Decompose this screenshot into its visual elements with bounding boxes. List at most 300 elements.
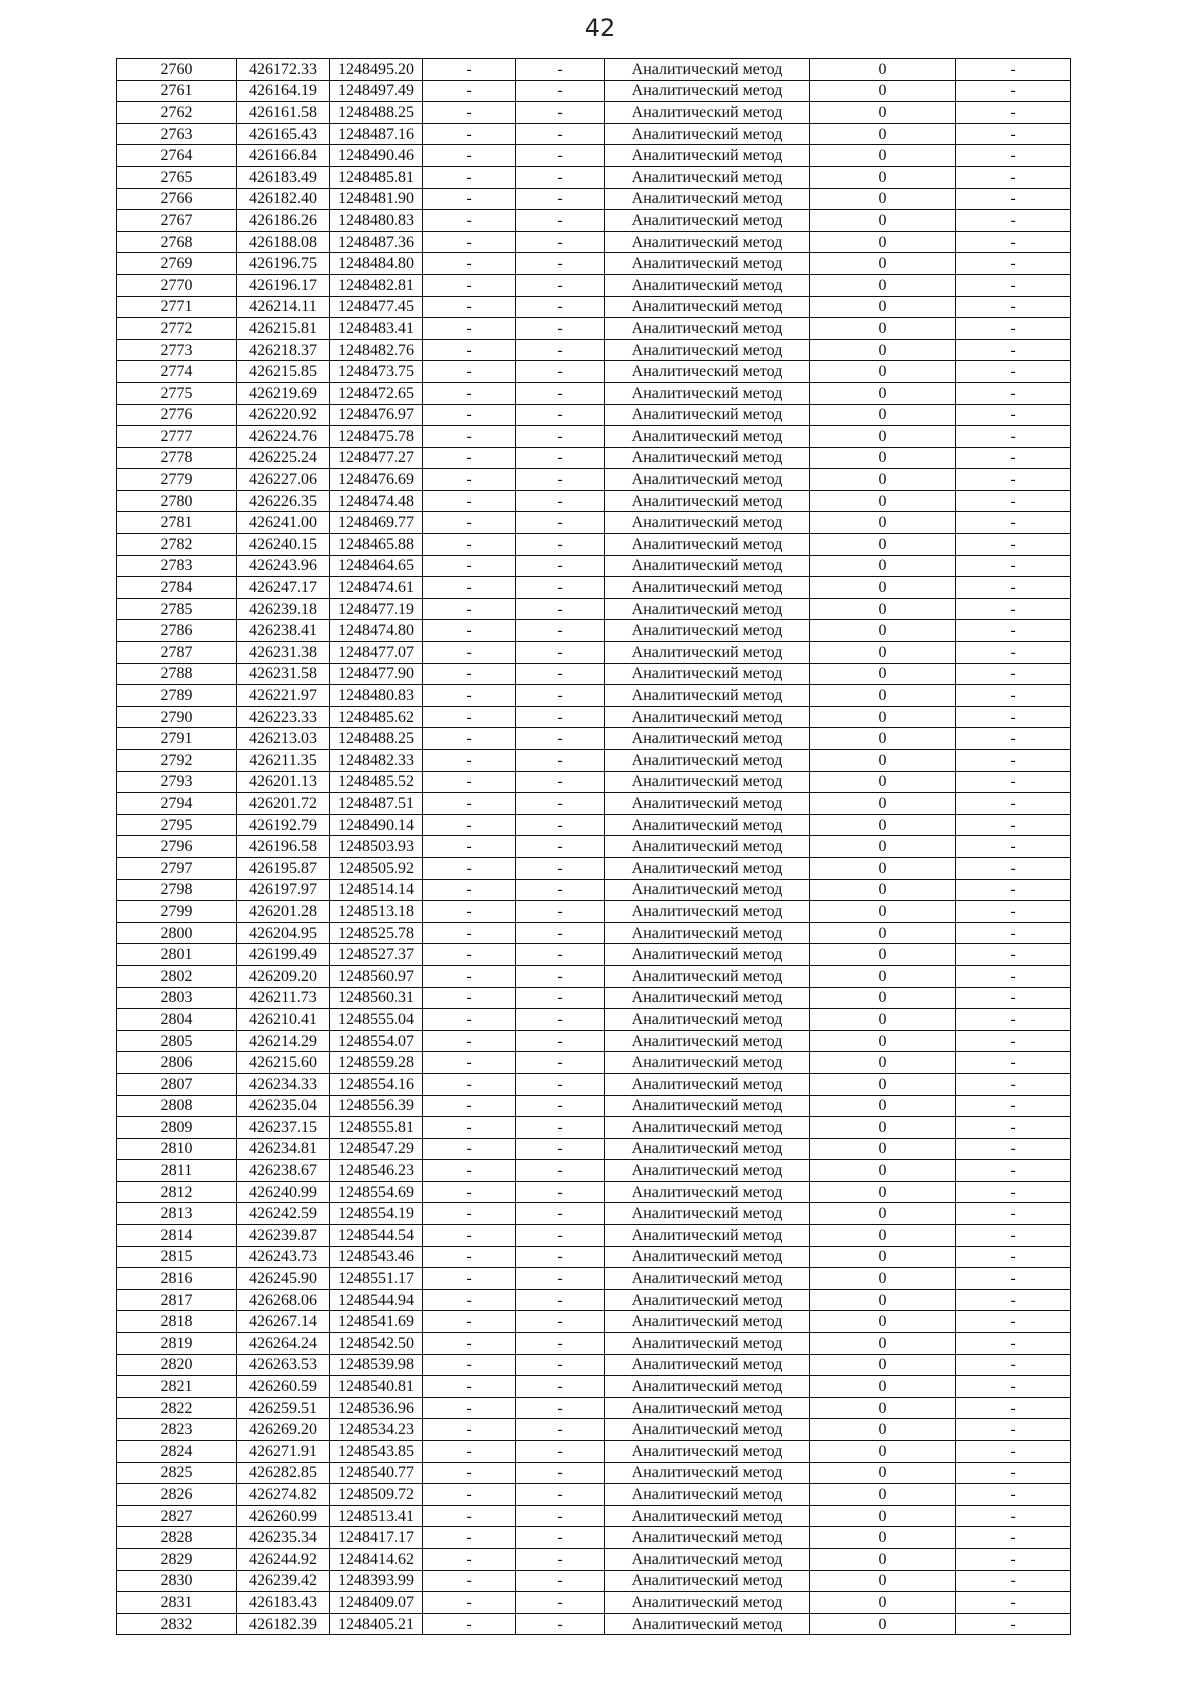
- method-cell: Аналитический метод: [605, 253, 810, 275]
- point-number-cell: 2784: [117, 577, 237, 599]
- y-coordinate-cell: 1248540.77: [330, 1462, 423, 1484]
- y-coordinate-cell: 1248551.17: [330, 1268, 423, 1290]
- y-coordinate-cell: 1248472.65: [330, 382, 423, 404]
- point-number-cell: 2813: [117, 1203, 237, 1225]
- method-cell: Аналитический метод: [605, 1484, 810, 1506]
- y-coordinate-cell: 1248475.78: [330, 426, 423, 448]
- y-coordinate-cell: 1248509.72: [330, 1484, 423, 1506]
- point-number-cell: 2799: [117, 901, 237, 923]
- dash-cell: -: [956, 426, 1071, 448]
- dash-cell: -: [423, 750, 516, 772]
- method-cell: Аналитический метод: [605, 145, 810, 167]
- dash-cell: -: [423, 512, 516, 534]
- x-coordinate-cell: 426201.28: [237, 901, 330, 923]
- x-coordinate-cell: 426201.13: [237, 771, 330, 793]
- accuracy-cell: 0: [810, 80, 956, 102]
- method-cell: Аналитический метод: [605, 1009, 810, 1031]
- x-coordinate-cell: 426211.73: [237, 987, 330, 1009]
- dash-cell: -: [423, 620, 516, 642]
- dash-cell: -: [516, 1333, 605, 1355]
- method-cell: Аналитический метод: [605, 59, 810, 81]
- point-number-cell: 2764: [117, 145, 237, 167]
- dash-cell: -: [956, 1613, 1071, 1635]
- y-coordinate-cell: 1248544.54: [330, 1225, 423, 1247]
- x-coordinate-cell: 426197.97: [237, 879, 330, 901]
- method-cell: Аналитический метод: [605, 987, 810, 1009]
- point-number-cell: 2760: [117, 59, 237, 81]
- dash-cell: -: [956, 123, 1071, 145]
- point-number-cell: 2796: [117, 836, 237, 858]
- dash-cell: -: [516, 1505, 605, 1527]
- y-coordinate-cell: 1248474.80: [330, 620, 423, 642]
- dash-cell: -: [956, 1030, 1071, 1052]
- dash-cell: -: [423, 857, 516, 879]
- method-cell: Аналитический метод: [605, 1246, 810, 1268]
- accuracy-cell: 0: [810, 1527, 956, 1549]
- method-cell: Аналитический метод: [605, 706, 810, 728]
- point-number-cell: 2828: [117, 1527, 237, 1549]
- dash-cell: -: [516, 1484, 605, 1506]
- table-row: [117, 404, 1071, 426]
- x-coordinate-cell: 426196.75: [237, 253, 330, 275]
- y-coordinate-cell: 1248543.85: [330, 1441, 423, 1463]
- table-row: [117, 1484, 1071, 1506]
- point-number-cell: 2775: [117, 382, 237, 404]
- method-cell: Аналитический метод: [605, 80, 810, 102]
- x-coordinate-cell: 426268.06: [237, 1289, 330, 1311]
- dash-cell: -: [423, 1095, 516, 1117]
- y-coordinate-cell: 1248474.48: [330, 490, 423, 512]
- dash-cell: -: [956, 555, 1071, 577]
- point-number-cell: 2795: [117, 814, 237, 836]
- dash-cell: -: [423, 145, 516, 167]
- dash-cell: -: [956, 1009, 1071, 1031]
- dash-cell: -: [956, 1570, 1071, 1592]
- x-coordinate-cell: 426211.35: [237, 750, 330, 772]
- dash-cell: -: [423, 1419, 516, 1441]
- dash-cell: -: [423, 1462, 516, 1484]
- x-coordinate-cell: 426223.33: [237, 706, 330, 728]
- accuracy-cell: 0: [810, 642, 956, 664]
- method-cell: Аналитический метод: [605, 685, 810, 707]
- x-coordinate-cell: 426240.99: [237, 1181, 330, 1203]
- method-cell: Аналитический метод: [605, 663, 810, 685]
- dash-cell: -: [516, 426, 605, 448]
- accuracy-cell: 0: [810, 685, 956, 707]
- method-cell: Аналитический метод: [605, 339, 810, 361]
- dash-cell: -: [516, 793, 605, 815]
- x-coordinate-cell: 426221.97: [237, 685, 330, 707]
- dash-cell: -: [423, 166, 516, 188]
- accuracy-cell: 0: [810, 1095, 956, 1117]
- x-coordinate-cell: 426199.49: [237, 944, 330, 966]
- method-cell: Аналитический метод: [605, 123, 810, 145]
- accuracy-cell: 0: [810, 1570, 956, 1592]
- dash-cell: -: [423, 210, 516, 232]
- dash-cell: -: [516, 210, 605, 232]
- accuracy-cell: 0: [810, 1052, 956, 1074]
- table-row: [117, 318, 1071, 340]
- dash-cell: -: [423, 1592, 516, 1614]
- dash-cell: -: [516, 1073, 605, 1095]
- dash-cell: -: [423, 944, 516, 966]
- dash-cell: -: [956, 685, 1071, 707]
- dash-cell: -: [956, 879, 1071, 901]
- accuracy-cell: 0: [810, 1073, 956, 1095]
- dash-cell: -: [956, 1505, 1071, 1527]
- x-coordinate-cell: 426219.69: [237, 382, 330, 404]
- point-number-cell: 2781: [117, 512, 237, 534]
- dash-cell: -: [516, 1397, 605, 1419]
- y-coordinate-cell: 1248476.69: [330, 469, 423, 491]
- table-row: [117, 987, 1071, 1009]
- point-number-cell: 2785: [117, 598, 237, 620]
- y-coordinate-cell: 1248525.78: [330, 922, 423, 944]
- point-number-cell: 2810: [117, 1138, 237, 1160]
- dash-cell: -: [516, 404, 605, 426]
- table-row: [117, 1462, 1071, 1484]
- dash-cell: -: [516, 620, 605, 642]
- dash-cell: -: [516, 663, 605, 685]
- table-row: [117, 512, 1071, 534]
- accuracy-cell: 0: [810, 274, 956, 296]
- table-row: [117, 1354, 1071, 1376]
- point-number-cell: 2814: [117, 1225, 237, 1247]
- method-cell: Аналитический метод: [605, 1441, 810, 1463]
- table-row: [117, 490, 1071, 512]
- x-coordinate-cell: 426166.84: [237, 145, 330, 167]
- table-row: [117, 1613, 1071, 1635]
- x-coordinate-cell: 426267.14: [237, 1311, 330, 1333]
- y-coordinate-cell: 1248554.07: [330, 1030, 423, 1052]
- method-cell: Аналитический метод: [605, 1268, 810, 1290]
- dash-cell: -: [423, 814, 516, 836]
- y-coordinate-cell: 1248417.17: [330, 1527, 423, 1549]
- accuracy-cell: 0: [810, 102, 956, 124]
- method-cell: Аналитический метод: [605, 1548, 810, 1570]
- dash-cell: -: [423, 59, 516, 81]
- x-coordinate-cell: 426271.91: [237, 1441, 330, 1463]
- dash-cell: -: [956, 1138, 1071, 1160]
- dash-cell: -: [516, 166, 605, 188]
- y-coordinate-cell: 1248534.23: [330, 1419, 423, 1441]
- table-row: [117, 1441, 1071, 1463]
- accuracy-cell: 0: [810, 166, 956, 188]
- table-row: [117, 685, 1071, 707]
- accuracy-cell: 0: [810, 253, 956, 275]
- x-coordinate-cell: 426259.51: [237, 1397, 330, 1419]
- method-cell: Аналитический метод: [605, 1419, 810, 1441]
- x-coordinate-cell: 426215.60: [237, 1052, 330, 1074]
- table-row: [117, 231, 1071, 253]
- method-cell: Аналитический метод: [605, 1376, 810, 1398]
- y-coordinate-cell: 1248490.14: [330, 814, 423, 836]
- dash-cell: -: [516, 1095, 605, 1117]
- method-cell: Аналитический метод: [605, 274, 810, 296]
- accuracy-cell: 0: [810, 145, 956, 167]
- dash-cell: -: [516, 598, 605, 620]
- table-row: [117, 857, 1071, 879]
- y-coordinate-cell: 1248560.31: [330, 987, 423, 1009]
- x-coordinate-cell: 426260.59: [237, 1376, 330, 1398]
- dash-cell: -: [516, 469, 605, 491]
- method-cell: Аналитический метод: [605, 447, 810, 469]
- y-coordinate-cell: 1248477.45: [330, 296, 423, 318]
- method-cell: Аналитический метод: [605, 490, 810, 512]
- accuracy-cell: 0: [810, 296, 956, 318]
- accuracy-cell: 0: [810, 1484, 956, 1506]
- accuracy-cell: 0: [810, 1505, 956, 1527]
- dash-cell: -: [516, 642, 605, 664]
- x-coordinate-cell: 426218.37: [237, 339, 330, 361]
- method-cell: Аналитический метод: [605, 1354, 810, 1376]
- dash-cell: -: [423, 339, 516, 361]
- point-number-cell: 2822: [117, 1397, 237, 1419]
- dash-cell: -: [516, 944, 605, 966]
- table-row: [117, 534, 1071, 556]
- y-coordinate-cell: 1248477.90: [330, 663, 423, 685]
- dash-cell: -: [956, 944, 1071, 966]
- dash-cell: -: [423, 1333, 516, 1355]
- accuracy-cell: 0: [810, 1548, 956, 1570]
- point-number-cell: 2772: [117, 318, 237, 340]
- method-cell: Аналитический метод: [605, 1397, 810, 1419]
- accuracy-cell: 0: [810, 1009, 956, 1031]
- method-cell: Аналитический метод: [605, 534, 810, 556]
- table-row: [117, 123, 1071, 145]
- y-coordinate-cell: 1248484.80: [330, 253, 423, 275]
- accuracy-cell: 0: [810, 1268, 956, 1290]
- y-coordinate-cell: 1248513.41: [330, 1505, 423, 1527]
- method-cell: Аналитический метод: [605, 1592, 810, 1614]
- dash-cell: -: [423, 426, 516, 448]
- method-cell: Аналитический метод: [605, 771, 810, 793]
- point-number-cell: 2765: [117, 166, 237, 188]
- dash-cell: -: [956, 987, 1071, 1009]
- point-number-cell: 2791: [117, 728, 237, 750]
- y-coordinate-cell: 1248409.07: [330, 1592, 423, 1614]
- accuracy-cell: 0: [810, 1203, 956, 1225]
- dash-cell: -: [956, 318, 1071, 340]
- point-number-cell: 2806: [117, 1052, 237, 1074]
- dash-cell: -: [423, 1246, 516, 1268]
- x-coordinate-cell: 426183.43: [237, 1592, 330, 1614]
- y-coordinate-cell: 1248544.94: [330, 1289, 423, 1311]
- y-coordinate-cell: 1248554.69: [330, 1181, 423, 1203]
- accuracy-cell: 0: [810, 598, 956, 620]
- dash-cell: -: [423, 577, 516, 599]
- dash-cell: -: [956, 80, 1071, 102]
- point-number-cell: 2766: [117, 188, 237, 210]
- dash-cell: -: [516, 814, 605, 836]
- point-number-cell: 2800: [117, 922, 237, 944]
- dash-cell: -: [956, 339, 1071, 361]
- dash-cell: -: [956, 1225, 1071, 1247]
- method-cell: Аналитический метод: [605, 426, 810, 448]
- table-row: [117, 361, 1071, 383]
- dash-cell: -: [956, 1203, 1071, 1225]
- table-row: [117, 1203, 1071, 1225]
- table-row: [117, 1117, 1071, 1139]
- dash-cell: -: [956, 404, 1071, 426]
- dash-cell: -: [423, 793, 516, 815]
- y-coordinate-cell: 1248514.14: [330, 879, 423, 901]
- accuracy-cell: 0: [810, 728, 956, 750]
- y-coordinate-cell: 1248482.76: [330, 339, 423, 361]
- table-row: [117, 901, 1071, 923]
- dash-cell: -: [516, 879, 605, 901]
- dash-cell: -: [423, 642, 516, 664]
- x-coordinate-cell: 426282.85: [237, 1462, 330, 1484]
- dash-cell: -: [423, 490, 516, 512]
- table-row: [117, 1289, 1071, 1311]
- y-coordinate-cell: 1248482.81: [330, 274, 423, 296]
- table-row: [117, 728, 1071, 750]
- x-coordinate-cell: 426183.49: [237, 166, 330, 188]
- point-number-cell: 2826: [117, 1484, 237, 1506]
- point-number-cell: 2804: [117, 1009, 237, 1031]
- dash-cell: -: [956, 577, 1071, 599]
- dash-cell: -: [516, 1203, 605, 1225]
- dash-cell: -: [423, 901, 516, 923]
- x-coordinate-cell: 426188.08: [237, 231, 330, 253]
- dash-cell: -: [423, 1073, 516, 1095]
- dash-cell: -: [956, 231, 1071, 253]
- x-coordinate-cell: 426239.18: [237, 598, 330, 620]
- table-row: [117, 620, 1071, 642]
- accuracy-cell: 0: [810, 987, 956, 1009]
- dash-cell: -: [423, 879, 516, 901]
- table-row: [117, 166, 1071, 188]
- x-coordinate-cell: 426195.87: [237, 857, 330, 879]
- method-cell: Аналитический метод: [605, 1203, 810, 1225]
- point-number-cell: 2774: [117, 361, 237, 383]
- table-row: [117, 1246, 1071, 1268]
- dash-cell: -: [956, 1376, 1071, 1398]
- dash-cell: -: [516, 1289, 605, 1311]
- dash-cell: -: [956, 771, 1071, 793]
- y-coordinate-cell: 1248540.81: [330, 1376, 423, 1398]
- dash-cell: -: [423, 1311, 516, 1333]
- dash-cell: -: [956, 145, 1071, 167]
- table-row: [117, 555, 1071, 577]
- method-cell: Аналитический метод: [605, 793, 810, 815]
- accuracy-cell: 0: [810, 577, 956, 599]
- y-coordinate-cell: 1248480.83: [330, 685, 423, 707]
- dash-cell: -: [423, 1505, 516, 1527]
- accuracy-cell: 0: [810, 231, 956, 253]
- table-row: [117, 642, 1071, 664]
- method-cell: Аналитический метод: [605, 166, 810, 188]
- accuracy-cell: 0: [810, 1246, 956, 1268]
- page-number: 42: [584, 14, 616, 42]
- point-number-cell: 2776: [117, 404, 237, 426]
- table-row: [117, 274, 1071, 296]
- method-cell: Аналитический метод: [605, 1095, 810, 1117]
- accuracy-cell: 0: [810, 1030, 956, 1052]
- method-cell: Аналитический метод: [605, 879, 810, 901]
- dash-cell: -: [516, 706, 605, 728]
- accuracy-cell: 0: [810, 1397, 956, 1419]
- point-number-cell: 2827: [117, 1505, 237, 1527]
- accuracy-cell: 0: [810, 469, 956, 491]
- dash-cell: -: [423, 296, 516, 318]
- dash-cell: -: [956, 1052, 1071, 1074]
- accuracy-cell: 0: [810, 339, 956, 361]
- accuracy-cell: 0: [810, 534, 956, 556]
- method-cell: Аналитический метод: [605, 1181, 810, 1203]
- table-row: [117, 879, 1071, 901]
- x-coordinate-cell: 426210.41: [237, 1009, 330, 1031]
- dash-cell: -: [956, 188, 1071, 210]
- point-number-cell: 2820: [117, 1354, 237, 1376]
- dash-cell: -: [423, 404, 516, 426]
- point-number-cell: 2790: [117, 706, 237, 728]
- table-row: [117, 706, 1071, 728]
- table-row: [117, 1570, 1071, 1592]
- table-row: [117, 793, 1071, 815]
- dash-cell: -: [956, 274, 1071, 296]
- dash-cell: -: [423, 1289, 516, 1311]
- dash-cell: -: [956, 361, 1071, 383]
- dash-cell: -: [956, 814, 1071, 836]
- y-coordinate-cell: 1248487.51: [330, 793, 423, 815]
- y-coordinate-cell: 1248536.96: [330, 1397, 423, 1419]
- dash-cell: -: [423, 231, 516, 253]
- method-cell: Аналитический метод: [605, 750, 810, 772]
- accuracy-cell: 0: [810, 1441, 956, 1463]
- table-row: [117, 1548, 1071, 1570]
- dash-cell: -: [956, 1181, 1071, 1203]
- y-coordinate-cell: 1248547.29: [330, 1138, 423, 1160]
- dash-cell: -: [423, 469, 516, 491]
- accuracy-cell: 0: [810, 361, 956, 383]
- table-row: [117, 1009, 1071, 1031]
- method-cell: Аналитический метод: [605, 620, 810, 642]
- dash-cell: -: [423, 534, 516, 556]
- x-coordinate-cell: 426269.20: [237, 1419, 330, 1441]
- dash-cell: -: [423, 1484, 516, 1506]
- x-coordinate-cell: 426196.58: [237, 836, 330, 858]
- table-row: [117, 59, 1071, 81]
- dash-cell: -: [516, 512, 605, 534]
- dash-cell: -: [956, 210, 1071, 232]
- dash-cell: -: [516, 1376, 605, 1398]
- accuracy-cell: 0: [810, 1333, 956, 1355]
- dash-cell: -: [516, 102, 605, 124]
- dash-cell: -: [423, 1527, 516, 1549]
- accuracy-cell: 0: [810, 382, 956, 404]
- dash-cell: -: [423, 987, 516, 1009]
- y-coordinate-cell: 1248485.52: [330, 771, 423, 793]
- dash-cell: -: [516, 123, 605, 145]
- dash-cell: -: [516, 1592, 605, 1614]
- x-coordinate-cell: 426196.17: [237, 274, 330, 296]
- table-row: [117, 944, 1071, 966]
- point-number-cell: 2769: [117, 253, 237, 275]
- x-coordinate-cell: 426172.33: [237, 59, 330, 81]
- point-number-cell: 2786: [117, 620, 237, 642]
- dash-cell: -: [956, 512, 1071, 534]
- accuracy-cell: 0: [810, 1376, 956, 1398]
- table-row: [117, 836, 1071, 858]
- accuracy-cell: 0: [810, 1289, 956, 1311]
- dash-cell: -: [516, 188, 605, 210]
- method-cell: Аналитический метод: [605, 836, 810, 858]
- table-row: [117, 102, 1071, 124]
- y-coordinate-cell: 1248546.23: [330, 1160, 423, 1182]
- accuracy-cell: 0: [810, 793, 956, 815]
